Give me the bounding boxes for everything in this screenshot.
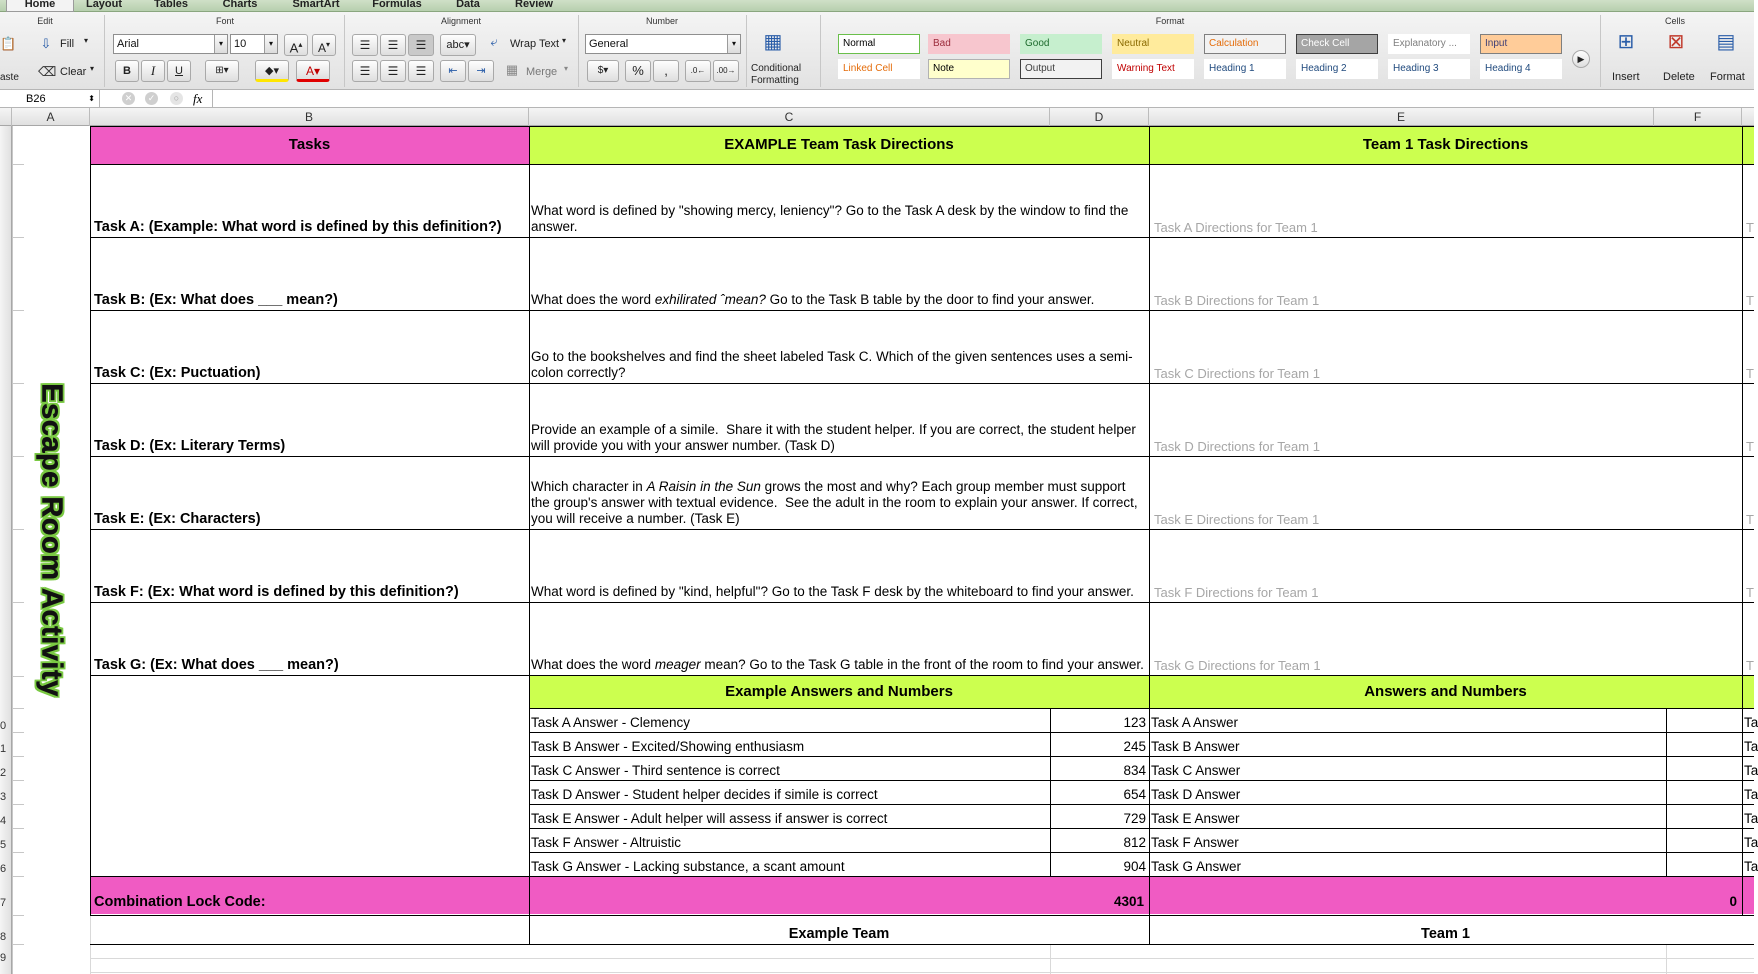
font-name-select[interactable] bbox=[113, 34, 228, 54]
tab-smartart[interactable]: SmartArt bbox=[292, 0, 340, 10]
bold-button[interactable]: B bbox=[115, 60, 139, 82]
decrease-indent-button[interactable]: ⇤ bbox=[440, 60, 466, 82]
grid-line bbox=[90, 602, 1754, 603]
clear-dropdown-icon[interactable]: ▾ bbox=[90, 64, 95, 73]
next-column-cell[interactable]: T bbox=[1746, 585, 1754, 600]
team-answer-cell[interactable]: Task C Answer bbox=[1151, 763, 1241, 778]
cell-style-heading-2[interactable]: Heading 2 bbox=[1296, 59, 1378, 79]
insert-cells-icon[interactable]: ⊞ bbox=[1617, 31, 1635, 53]
team1-direction-placeholder[interactable]: Task A Directions for Team 1 bbox=[1154, 220, 1318, 235]
task-name-cell[interactable]: Task G: (Ex: What does ___ mean?) bbox=[94, 657, 339, 673]
team-label-example[interactable]: Example Team bbox=[788, 926, 890, 942]
group-label-number: Number bbox=[645, 16, 678, 26]
combination-next-cell[interactable] bbox=[1742, 876, 1754, 914]
combination-lock-label[interactable]: Combination Lock Code: bbox=[94, 894, 266, 910]
grid-line bbox=[90, 944, 1754, 945]
column-header-next[interactable] bbox=[1742, 108, 1754, 126]
task-name-cell[interactable]: Task B: (Ex: What does ___ mean?) bbox=[94, 292, 338, 308]
separator bbox=[104, 15, 105, 87]
merge-dropdown-icon[interactable]: ▾ bbox=[564, 64, 569, 73]
task-name-cell[interactable]: Task A: (Example: What word is defined by this definition?) bbox=[94, 219, 502, 235]
column-header-b[interactable]: B bbox=[90, 108, 529, 126]
grid-line bbox=[90, 456, 1754, 457]
grid-line bbox=[12, 780, 24, 781]
row-header[interactable]: 1 bbox=[0, 743, 7, 755]
format-button[interactable]: Format bbox=[1710, 71, 1745, 83]
chevron-down-icon[interactable]: ⬍ bbox=[88, 94, 95, 103]
fill-icon[interactable]: ⇩ bbox=[40, 36, 52, 51]
row-header[interactable]: 7 bbox=[0, 897, 7, 909]
font-size-value: 10 bbox=[234, 38, 247, 50]
next-column-cell[interactable]: T bbox=[1746, 366, 1754, 381]
cell-style-output[interactable]: Output bbox=[1020, 59, 1102, 79]
example-direction-cell[interactable]: What does the word exhilirated ˆmean? Go to the Task B table by the door to find your answer. bbox=[531, 292, 1095, 307]
row-header[interactable]: 3 bbox=[0, 791, 7, 803]
row-header[interactable]: 9 bbox=[0, 952, 7, 964]
task-name-cell[interactable]: Task C: (Ex: Puctuation) bbox=[94, 365, 261, 381]
example-direction-cell[interactable]: Provide an example of a simile. Share it with the student helper. If you are correct, the student helper will provide you with your answer number. (Task D) bbox=[531, 422, 1136, 453]
grid-line bbox=[90, 164, 1754, 165]
example-answer-cell[interactable]: Task F Answer - Altruistic bbox=[531, 835, 682, 850]
fill-dropdown-icon[interactable]: ▾ bbox=[84, 36, 89, 45]
grid-line bbox=[90, 958, 1754, 959]
team1-direction-placeholder[interactable]: Task B Directions for Team 1 bbox=[1154, 293, 1320, 308]
cell-style-neutral[interactable]: Neutral bbox=[1112, 34, 1194, 54]
number-format-select[interactable] bbox=[585, 34, 741, 54]
decrease-decimal-button[interactable]: .00→ bbox=[713, 60, 739, 82]
select-all-corner[interactable] bbox=[0, 108, 12, 126]
align-right-button[interactable]: ☰ bbox=[408, 60, 434, 82]
accounting-format-button[interactable]: $▾ bbox=[587, 60, 619, 82]
cell-style-input[interactable]: Input bbox=[1480, 34, 1562, 54]
separator bbox=[820, 15, 821, 87]
separator bbox=[1600, 15, 1601, 87]
fx-icon[interactable]: fx bbox=[193, 91, 203, 106]
grid-line bbox=[90, 126, 91, 916]
team1-direction-placeholder[interactable]: Task D Directions for Team 1 bbox=[1154, 439, 1320, 454]
grid-line bbox=[12, 676, 24, 677]
team1-direction-placeholder[interactable]: Task F Directions for Team 1 bbox=[1154, 585, 1319, 600]
fill-color-button[interactable]: ◆▾ bbox=[255, 60, 289, 82]
grid-line bbox=[12, 876, 24, 877]
cell-style-check-cell[interactable]: Check Cell bbox=[1296, 34, 1378, 54]
row-header[interactable]: 4 bbox=[0, 815, 7, 827]
grid-line bbox=[90, 972, 1754, 973]
example-direction-cell[interactable]: What word is defined by "kind, helpful"? Go to the Task F desk by the whiteboard to find your answer. bbox=[531, 584, 1134, 599]
wrap-dropdown-icon[interactable]: ▾ bbox=[562, 36, 567, 45]
cancel-icon[interactable]: ✕ bbox=[122, 92, 135, 105]
grid-line bbox=[12, 852, 24, 853]
increase-decimal-button[interactable]: .0← bbox=[685, 60, 711, 82]
next-column-answer-cell[interactable]: Ta bbox=[1744, 739, 1758, 754]
team1-direction-placeholder[interactable]: Task E Directions for Team 1 bbox=[1154, 512, 1320, 527]
tab-review[interactable]: Review bbox=[515, 0, 553, 10]
grid-line bbox=[90, 916, 91, 974]
grid-line bbox=[12, 756, 24, 757]
header-tasks[interactable]: Tasks bbox=[90, 126, 529, 164]
separator bbox=[344, 15, 345, 87]
header-example-directions[interactable]: EXAMPLE Team Task Directions bbox=[529, 126, 1149, 164]
ribbon bbox=[0, 12, 1754, 90]
cell-style-warning-text[interactable]: Warning Text bbox=[1112, 59, 1194, 79]
next-column-answer-cell[interactable]: Ta bbox=[1744, 811, 1758, 826]
chevron-down-icon[interactable]: ▾ bbox=[264, 35, 277, 53]
row-header[interactable]: 6 bbox=[0, 863, 7, 875]
align-middle-button[interactable]: ☰ bbox=[380, 34, 406, 56]
clear-button[interactable]: Clear bbox=[60, 66, 87, 78]
chevron-down-icon[interactable]: ▾ bbox=[214, 35, 227, 53]
font-color-button[interactable]: A▾ bbox=[296, 60, 330, 82]
grid-line bbox=[12, 804, 24, 805]
grid-line bbox=[529, 780, 1754, 781]
font-size-select[interactable] bbox=[230, 34, 278, 54]
increase-indent-button[interactable]: ⇥ bbox=[468, 60, 494, 82]
underline-button[interactable]: U bbox=[167, 60, 191, 82]
styles-next-button[interactable]: ▶ bbox=[1572, 50, 1590, 68]
column-header-a[interactable]: A bbox=[12, 108, 90, 126]
example-answer-cell[interactable]: Task G Answer - Lacking substance, a scant amount bbox=[531, 859, 845, 874]
grid-line bbox=[12, 944, 24, 945]
task-name-cell[interactable]: Task D: (Ex: Literary Terms) bbox=[94, 438, 286, 454]
example-answer-cell[interactable]: Task A Answer - Clemency bbox=[531, 715, 691, 730]
grid-line bbox=[90, 310, 1754, 311]
team-answer-cell[interactable]: Task B Answer bbox=[1151, 739, 1240, 754]
grid-line bbox=[1149, 126, 1150, 916]
cell-style-linked-cell[interactable]: Linked Cell bbox=[838, 59, 920, 79]
answers-header-next-cell[interactable] bbox=[1742, 676, 1754, 708]
grid-line bbox=[12, 915, 24, 916]
delete-button[interactable]: Delete bbox=[1663, 71, 1695, 83]
row-header[interactable]: 5 bbox=[0, 839, 7, 851]
confirm-icon[interactable]: ✓ bbox=[145, 92, 158, 105]
grid-line bbox=[12, 456, 24, 457]
task-name-cell[interactable]: Task F: (Ex: What word is defined by this definition?) bbox=[94, 584, 459, 600]
example-answer-cell[interactable]: Task C Answer - Third sentence is correct bbox=[531, 763, 780, 778]
number-format-value: General bbox=[589, 38, 629, 50]
side-title: Escape Room Activity bbox=[35, 383, 68, 697]
example-direction-cell[interactable]: Which character in A Raisin in the Sun grows the most and why? Each group member must support the group's answer with textual evidence. See the adult in the room to explain your answer. If correct, you will receive a number. (Task E) bbox=[531, 479, 1138, 526]
example-answer-cell[interactable]: Task D Answer - Student helper decides if simile is correct bbox=[531, 787, 878, 802]
wrap-text-button[interactable]: Wrap Text bbox=[510, 38, 560, 50]
grid-line bbox=[1149, 916, 1150, 944]
cell-style-heading-1[interactable]: Heading 1 bbox=[1204, 59, 1286, 79]
cell-style-calculation[interactable]: Calculation bbox=[1204, 34, 1286, 54]
grid-line bbox=[12, 237, 24, 238]
group-label-format: Format bbox=[1155, 16, 1185, 26]
example-answer-number[interactable]: 834 bbox=[1123, 763, 1146, 778]
team-answer-cell[interactable]: Task D Answer bbox=[1151, 787, 1241, 802]
comma-style-button[interactable]: , bbox=[653, 60, 679, 82]
column-header-c[interactable]: C bbox=[529, 108, 1050, 126]
example-answer-number[interactable]: 123 bbox=[1123, 715, 1146, 730]
team-label-team1[interactable]: Team 1 bbox=[1421, 926, 1470, 942]
next-column-answer-cell[interactable]: Ta bbox=[1744, 859, 1758, 874]
grid-line bbox=[529, 804, 1754, 805]
eraser-icon[interactable]: ⌫ bbox=[38, 64, 57, 79]
paste-icon[interactable]: 📋 bbox=[0, 36, 17, 51]
grid-line bbox=[90, 126, 1754, 127]
tab-home[interactable]: Home bbox=[6, 0, 74, 12]
ribbon-tab-bar bbox=[0, 0, 1754, 12]
formula-bar bbox=[0, 90, 1754, 108]
header-team-answers[interactable]: Answers and Numbers bbox=[1149, 676, 1742, 708]
cell-style-bad[interactable]: Bad bbox=[928, 34, 1010, 54]
grid-line bbox=[529, 756, 1754, 757]
row-headers bbox=[0, 126, 12, 974]
grid-line bbox=[90, 383, 1754, 384]
align-center-button[interactable]: ☰ bbox=[380, 60, 406, 82]
conditional-formatting-label-2[interactable]: Formatting bbox=[751, 75, 799, 86]
grid-line bbox=[529, 732, 1754, 733]
next-column-answer-cell[interactable]: Ta bbox=[1744, 763, 1758, 778]
team1-direction-placeholder[interactable]: Task G Directions for Team 1 bbox=[1154, 658, 1321, 673]
tab-formulas[interactable]: Formulas bbox=[372, 0, 422, 10]
example-direction-cell[interactable]: What word is defined by "showing mercy, leniency"? Go to the Task A desk by the window to find the answer. bbox=[531, 203, 1129, 234]
grid-line bbox=[12, 732, 24, 733]
grid-line bbox=[90, 915, 1754, 916]
combination-team-value[interactable]: 0 bbox=[1729, 894, 1737, 909]
next-column-cell[interactable]: T bbox=[1746, 658, 1754, 673]
header-next-cell[interactable] bbox=[1742, 126, 1754, 164]
grid-line bbox=[12, 602, 24, 603]
team-answer-cell[interactable]: Task E Answer bbox=[1151, 811, 1240, 826]
combination-example-value[interactable]: 4301 bbox=[1113, 894, 1144, 909]
grid-line bbox=[12, 310, 24, 311]
orientation-button[interactable]: abc▾ bbox=[440, 34, 476, 56]
grid-line bbox=[12, 383, 24, 384]
grid-line bbox=[529, 708, 1754, 709]
example-answer-cell[interactable]: Task B Answer - Excited/Showing enthusiasm bbox=[531, 739, 805, 754]
decrease-font-button[interactable]: A▾ bbox=[312, 34, 336, 56]
side-title-box bbox=[27, 362, 75, 718]
separator bbox=[578, 15, 579, 87]
grid-line bbox=[12, 126, 13, 974]
increase-font-button[interactable]: A▴ bbox=[284, 34, 308, 56]
group-label-alignment: Alignment bbox=[440, 16, 482, 26]
format-cells-icon[interactable]: ▤ bbox=[1716, 31, 1736, 53]
grid-line bbox=[12, 529, 24, 530]
delete-cells-icon[interactable]: ⊠ bbox=[1667, 31, 1685, 53]
team-answer-cell[interactable]: Task G Answer bbox=[1151, 859, 1242, 874]
grid-line bbox=[90, 529, 1754, 530]
next-column-cell[interactable]: T bbox=[1746, 439, 1754, 454]
paste-label[interactable]: aste bbox=[0, 72, 19, 83]
grid-line bbox=[90, 675, 1754, 676]
cell-style-explanatory[interactable]: Explanatory ... bbox=[1388, 34, 1470, 54]
example-answer-number[interactable]: 904 bbox=[1123, 859, 1146, 874]
align-left-button[interactable]: ☰ bbox=[352, 60, 378, 82]
task-name-cell[interactable]: Task E: (Ex: Characters) bbox=[94, 511, 261, 527]
merge-icon[interactable]: ▦ bbox=[505, 62, 519, 77]
tab-charts[interactable]: Charts bbox=[222, 0, 258, 10]
column-header-d[interactable]: D bbox=[1050, 108, 1149, 126]
column-header-f[interactable]: F bbox=[1654, 108, 1742, 126]
grid-line bbox=[1050, 708, 1051, 876]
grid-line bbox=[12, 828, 24, 829]
merge-button[interactable]: Merge bbox=[526, 66, 558, 78]
grid-line bbox=[12, 708, 24, 709]
example-answer-cell[interactable]: Task E Answer - Adult helper will assess if answer is correct bbox=[531, 811, 888, 826]
fill-button[interactable]: Fill bbox=[60, 38, 75, 50]
grid-line bbox=[1666, 708, 1667, 876]
italic-button[interactable]: I bbox=[141, 60, 165, 82]
grid-line bbox=[90, 876, 1754, 877]
grid-line bbox=[12, 164, 24, 165]
tab-tables[interactable]: Tables bbox=[153, 0, 189, 10]
example-answer-number[interactable]: 812 bbox=[1123, 835, 1146, 850]
next-column-answer-cell[interactable]: Ta bbox=[1744, 787, 1758, 802]
grid-line bbox=[529, 916, 530, 944]
team1-direction-placeholder[interactable]: Task C Directions for Team 1 bbox=[1154, 366, 1320, 381]
cell-style-heading-4[interactable]: Heading 4 bbox=[1480, 59, 1562, 79]
conditional-formatting-icon[interactable]: ▦ bbox=[763, 31, 783, 53]
answers-blank-cell[interactable] bbox=[90, 676, 529, 876]
example-direction-cell[interactable]: Go to the bookshelves and find the sheet labeled Task C. Which of the given sentences uses a semi-colon correctly? bbox=[531, 349, 1133, 380]
conditional-formatting-label-1[interactable]: Conditional bbox=[751, 63, 802, 74]
next-column-answer-cell[interactable]: Ta bbox=[1744, 715, 1758, 730]
example-answer-number[interactable]: 654 bbox=[1123, 787, 1146, 802]
header-example-answers[interactable]: Example Answers and Numbers bbox=[529, 676, 1149, 708]
grid-line bbox=[529, 852, 1754, 853]
group-label-font: Font bbox=[215, 16, 234, 26]
grid-line bbox=[529, 828, 1754, 829]
row-header[interactable]: 0 bbox=[0, 720, 7, 732]
grid-line bbox=[1666, 944, 1667, 974]
separator bbox=[746, 15, 747, 87]
function-wizard-icon[interactable]: ○ bbox=[170, 92, 183, 105]
grid-line bbox=[1050, 944, 1051, 974]
cell-style-normal[interactable]: Normal bbox=[838, 34, 920, 54]
tab-data[interactable]: Data bbox=[456, 0, 480, 10]
name-box[interactable] bbox=[0, 90, 100, 108]
tab-layout[interactable]: Layout bbox=[85, 0, 123, 10]
column-headers bbox=[0, 108, 1754, 126]
team-answer-cell[interactable]: Task F Answer bbox=[1151, 835, 1239, 850]
insert-button[interactable]: Insert bbox=[1612, 71, 1640, 83]
group-label-cells: Cells bbox=[1664, 16, 1685, 26]
separator bbox=[212, 90, 213, 108]
borders-button[interactable]: ⊞▾ bbox=[205, 60, 239, 82]
grid-line bbox=[1742, 126, 1743, 916]
example-answer-number[interactable]: 729 bbox=[1123, 811, 1146, 826]
wrap-text-icon[interactable]: ⤶ bbox=[490, 34, 498, 49]
next-column-cell[interactable]: T bbox=[1746, 293, 1754, 308]
grid-line bbox=[529, 126, 530, 916]
next-column-cell[interactable]: T bbox=[1746, 220, 1754, 235]
column-header-e[interactable]: E bbox=[1149, 108, 1654, 126]
cell-style-note[interactable]: Note bbox=[928, 59, 1010, 79]
name-box-value: B26 bbox=[26, 93, 46, 105]
align-bottom-button[interactable]: ☰ bbox=[408, 34, 434, 56]
chevron-down-icon[interactable]: ▾ bbox=[727, 35, 740, 53]
group-label-edit: Edit bbox=[37, 16, 53, 26]
example-answer-number[interactable]: 245 bbox=[1123, 739, 1146, 754]
orientation-label: abc bbox=[446, 39, 465, 51]
next-column-cell[interactable]: T bbox=[1746, 512, 1754, 527]
cell-style-good[interactable]: Good bbox=[1020, 34, 1102, 54]
example-direction-cell[interactable]: What does the word meager mean? Go to the Task G table in the front of the room to find your answer. bbox=[531, 657, 1144, 672]
worksheet-grid[interactable] bbox=[12, 126, 1758, 974]
cell-style-heading-3[interactable]: Heading 3 bbox=[1388, 59, 1470, 79]
next-column-answer-cell[interactable]: Ta bbox=[1744, 835, 1758, 850]
row-header[interactable]: 8 bbox=[0, 931, 7, 943]
font-name-value: Arial bbox=[117, 38, 140, 50]
align-top-button[interactable]: ☰ bbox=[352, 34, 378, 56]
team-answer-cell[interactable]: Task A Answer bbox=[1151, 715, 1239, 730]
header-team1-directions[interactable]: Team 1 Task Directions bbox=[1149, 126, 1742, 164]
percent-button[interactable]: % bbox=[625, 60, 651, 82]
row-header[interactable]: 2 bbox=[0, 767, 7, 779]
grid-line bbox=[90, 237, 1754, 238]
